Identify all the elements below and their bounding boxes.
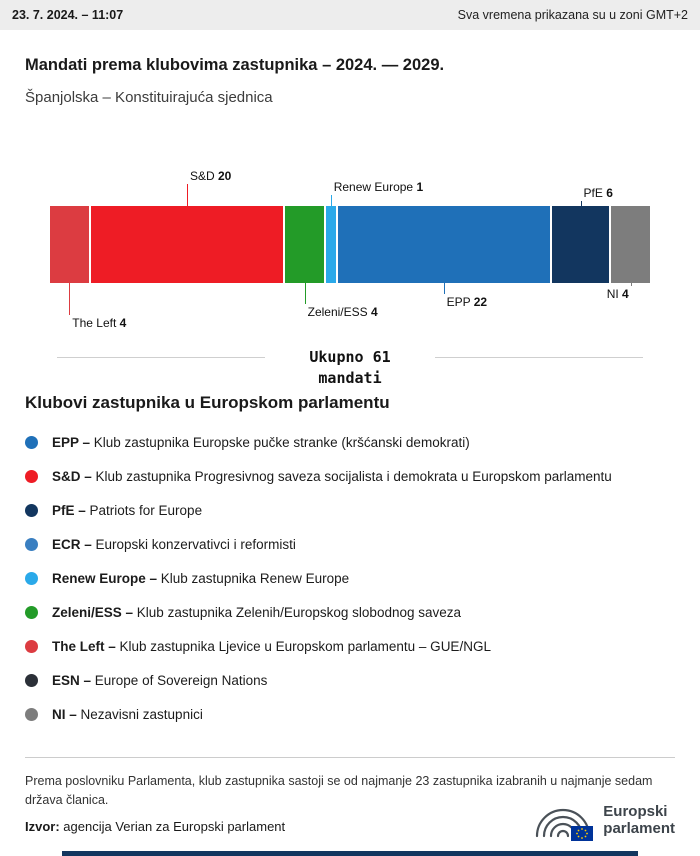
page-title: Mandati prema klubovima zastupnika – 2024. — 2029. <box>25 56 445 74</box>
label-connector-line <box>187 184 188 206</box>
label-connector-line <box>631 283 632 286</box>
legend-item-renew <box>0 561 700 595</box>
ep-logo-text <box>603 803 675 838</box>
legend-item-esn <box>0 663 700 697</box>
total-row <box>57 347 643 389</box>
legend-item-sd <box>0 459 700 493</box>
legend-desc: Europe of Sovereign Nations <box>94 672 268 688</box>
eu-flag-icon <box>571 826 593 841</box>
label-connector-line <box>305 283 306 304</box>
legend-abbr: PfE – <box>52 502 90 518</box>
segment-label: S&D 20 <box>189 169 232 183</box>
total-rule-right <box>435 357 643 358</box>
total-label-line2: mandati <box>318 369 382 387</box>
source-line <box>25 819 285 834</box>
label-connector-line <box>444 283 445 294</box>
legend-desc: Klub zastupnika Renew Europe <box>160 570 350 586</box>
bar-segment-pfe[interactable] <box>552 206 610 283</box>
legend-heading: Klubovi zastupnika u Europskom parlamentu <box>25 393 390 412</box>
ep-logo <box>531 796 675 844</box>
legend-item-pfe <box>0 493 700 527</box>
legend-desc: Europski konzervativci i reformisti <box>95 536 296 552</box>
segment-label: PfE 6 <box>583 186 613 200</box>
segment-label: NI 4 <box>606 287 629 301</box>
segment-label: Renew Europe 1 <box>333 180 424 194</box>
legend-abbr: ECR – <box>52 536 96 552</box>
total-rule-left <box>57 357 265 358</box>
legend-abbr: Renew Europe – <box>52 570 161 586</box>
legend-item-epp <box>0 425 700 459</box>
label-connector-line <box>581 201 582 206</box>
legend-desc: Patriots for Europe <box>89 502 203 518</box>
legend-list <box>0 425 700 731</box>
footer <box>0 796 700 844</box>
hemicycle-icon <box>531 796 595 844</box>
bar-segment-epp[interactable] <box>338 206 550 283</box>
page-subtitle: Španjolska – Konstituirajuća sjednica <box>25 89 273 106</box>
legend-color-dot <box>25 436 38 449</box>
stacked-bar <box>50 206 650 283</box>
chart-area <box>50 146 650 353</box>
segment-label: The Left 4 <box>72 316 127 330</box>
legend-item-ni <box>0 697 700 731</box>
legend-desc: Nezavisni zastupnici <box>80 706 203 722</box>
bar-segment-s-d[interactable] <box>91 206 284 283</box>
legend-desc: Klub zastupnika Europske pučke stranke (kršćanski demokrati) <box>93 434 470 450</box>
legend-desc: Klub zastupnika Progresivnog saveza socijalista i demokrata u Europskom parlamentu <box>95 468 612 484</box>
legend-abbr: ESN – <box>52 672 95 688</box>
title-block <box>0 56 700 106</box>
legend-color-dot <box>25 674 38 687</box>
legend-desc: Klub zastupnika Ljevice u Europskom parlamentu – GUE/NGL <box>119 638 491 654</box>
total-label-line1: Ukupno 61 <box>309 348 391 366</box>
legend-desc: Klub zastupnika Zelenih/Europskog slobodnog saveza <box>136 604 462 620</box>
legend-item-ecr <box>0 527 700 561</box>
legend-item-theleft <box>0 629 700 663</box>
top-bar <box>0 0 700 30</box>
legend-abbr: S&D – <box>52 468 96 484</box>
ep-logo-line2: parlament <box>603 820 675 837</box>
footnote: Prema poslovniku Parlamenta, klub zastupnika sastoji se od najmanje 23 zastupnika izabranih u najmanje sedam država članica. <box>25 774 653 808</box>
source-text: agencija Verian za Europski parlament <box>59 819 286 834</box>
datetime-label: 23. 7. 2024. – 11:07 <box>12 8 124 22</box>
legend-color-dot <box>25 708 38 721</box>
legend-color-dot <box>25 572 38 585</box>
bottom-strip <box>62 851 638 856</box>
legend-abbr: Zeleni/ESS – <box>52 604 137 620</box>
legend-color-dot <box>25 538 38 551</box>
legend-abbr: EPP – <box>52 434 94 450</box>
source-label: Izvor: <box>25 819 60 834</box>
legend-item-zeleni <box>0 595 700 629</box>
label-connector-line <box>69 283 70 315</box>
bar-segment-ni[interactable] <box>611 206 650 283</box>
segment-label: Zeleni/ESS 4 <box>307 305 378 319</box>
bar-segment-the-left[interactable] <box>50 206 89 283</box>
legend-color-dot <box>25 504 38 517</box>
legend-color-dot <box>25 606 38 619</box>
segment-label: EPP 22 <box>446 295 488 309</box>
legend-color-dot <box>25 470 38 483</box>
label-connector-line <box>331 195 332 206</box>
legend-abbr: The Left – <box>52 638 120 654</box>
bar-segment-renew-europe[interactable] <box>326 206 336 283</box>
bar-segment-zeleni-ess[interactable] <box>285 206 324 283</box>
total-label <box>309 347 390 389</box>
legend-abbr: NI – <box>52 706 81 722</box>
timezone-note: Sva vremena prikazana su u zoni GMT+2 <box>457 8 688 22</box>
legend-color-dot <box>25 640 38 653</box>
ep-logo-line1: Europski <box>603 802 668 820</box>
